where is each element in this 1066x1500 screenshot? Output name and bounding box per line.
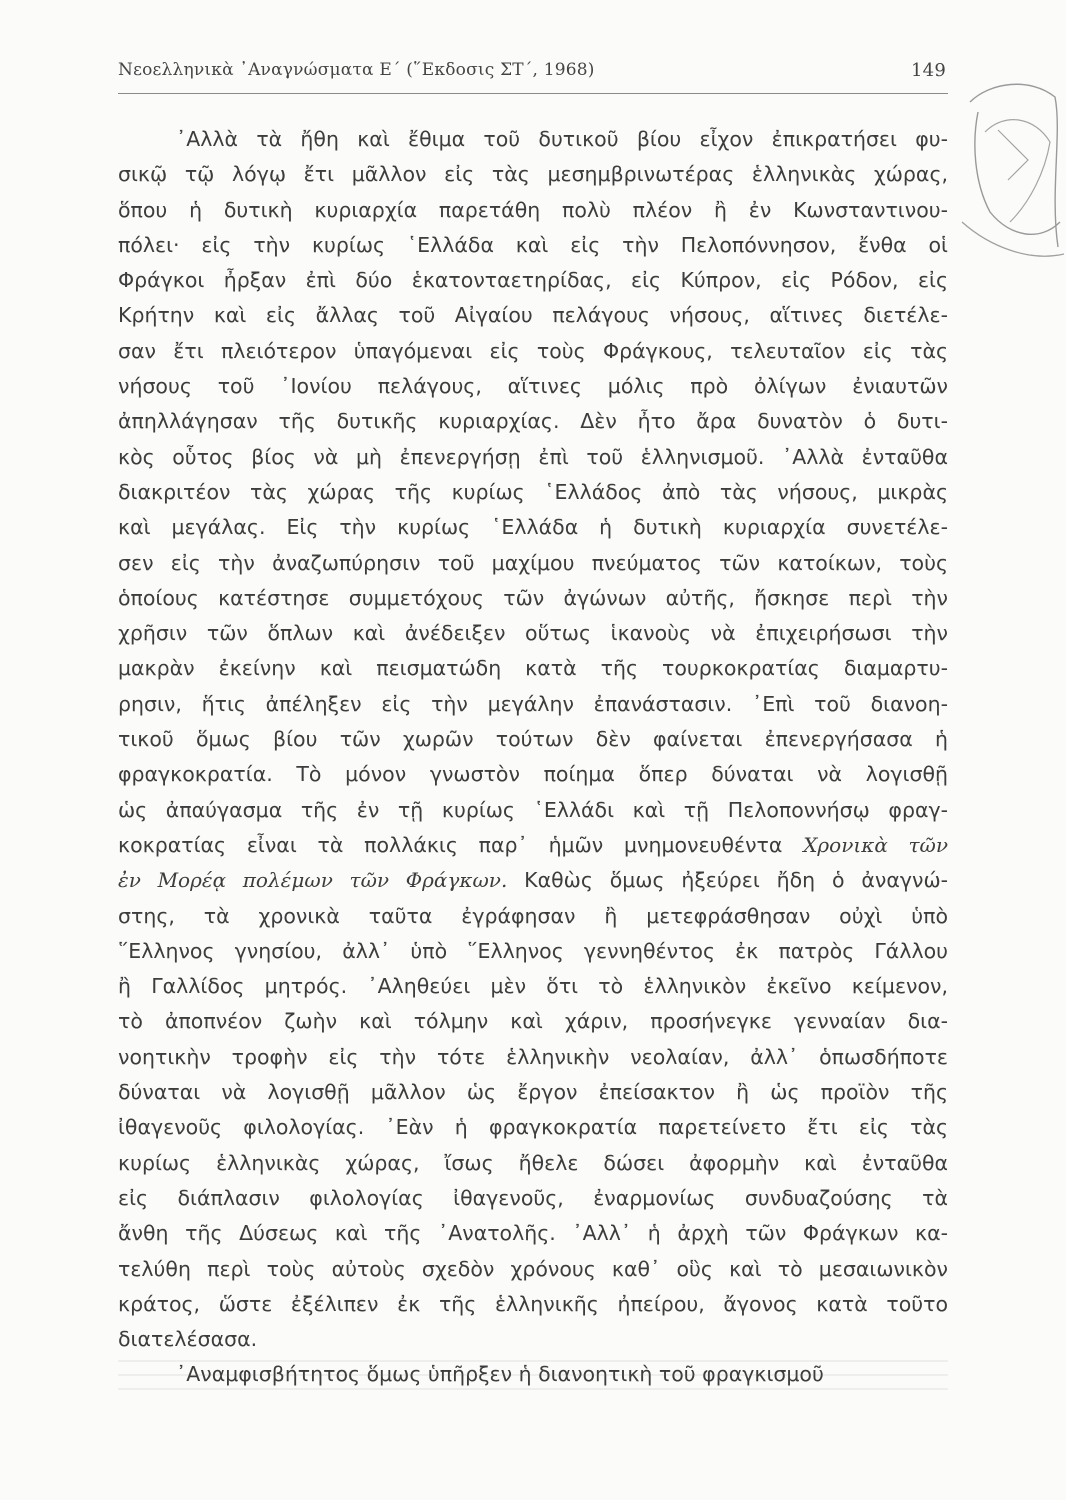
text-line: νοητικὴν τροφὴν εἰς τὴν τότε ἑλληνικὴν νεολαίαν, ἀλλ᾿ ὁπωσδήποτε	[118, 1044, 948, 1069]
running-header	[118, 56, 946, 86]
running-title: Νεοελληνικὰ ᾿Αναγνώσματα Ε΄ (῞Εκδοσις ΣΤ΄, 1968)	[118, 60, 595, 80]
text-line: ἄνθη τῆς Δύσεως καὶ τῆς ᾿Ανατολῆς. ᾿Αλλ᾿ ἡ ἀρχὴ τῶν Φράγκων κα-	[118, 1221, 948, 1246]
italic-book-title: ἐν Μορέᾳ πολέμων τῶν Φράγκων.	[118, 868, 508, 893]
text-line: ἰθαγενοῦς φιλολογίας. ᾿Εὰν ἡ φραγκοκρατία παρετείνετο ἔτι εἰς τὰς	[118, 1115, 948, 1140]
text-line: ρησιν, ἥτις ἀπέληξεν εἰς τὴν μεγάλην ἐπανάστασιν. ᾿Επὶ τοῦ διανοη-	[118, 691, 948, 716]
text-line: τὸ ἀποπνέον ζωὴν καὶ τόλμην καὶ χάριν, προσήνεγκε γενναίαν δια-	[118, 1009, 948, 1034]
text-line: μακρὰν ἐκείνην καὶ πεισματώδη κατὰ τῆς τουρκοκρατίας διαμαρτυ-	[118, 656, 948, 681]
paragraph-end-line: διατελέσασα.	[118, 1327, 258, 1352]
text-line: καὶ μεγάλας. Εἰς τὴν κυρίως ῾Ελλάδα ἡ δυτικὴ κυριαρχία συνετέλε-	[118, 515, 948, 540]
text-line: διακριτέον τὰς χώρας τῆς κυρίως ῾Ελλάδος ἀπὸ τὰς νήσους, μικρὰς	[118, 479, 948, 504]
text-line-with-italic-title	[118, 828, 948, 863]
text-line: πόλει· εἰς τὴν κυρίως ῾Ελλάδα καὶ εἰς τὴν Πελοπόννησον, ἔνθα οἱ	[118, 232, 948, 257]
text-line: ᾿Αλλὰ τὰ ἤθη καὶ ἔθιμα τοῦ δυτικοῦ βίου εἶχον ἐπικρατήσει φυ-	[176, 127, 948, 151]
paragraph-start-line: ᾿Αναμφισβήτητος ὅμως ὑπῆρξεν ἡ διανοητικὴ τοῦ φραγκισμοῦ	[176, 1362, 824, 1387]
text-line: σαν ἔτι πλειότερον ὑπαγόμεναι εἰς τοὺς Φράγκους, τελευταῖον εἰς τὰς	[118, 338, 948, 363]
text-line: τελύθη περὶ τοὺς αὐτοὺς σχεδὸν χρόνους καθ᾿ οὓς καὶ τὸ μεσαιωνικὸν	[118, 1256, 948, 1281]
text-line: σεν εἰς τὴν ἀναζωπύρησιν τοῦ μαχίμου πνεύματος τῶν κατοίκων, τοὺς	[118, 550, 948, 575]
show-through-texture	[118, 1360, 948, 1400]
header-rule	[118, 93, 948, 94]
text-line: ἀπηλλάγησαν τῆς δυτικῆς κυριαρχίας. Δὲν ἦτο ἄρα δυνατὸν ὁ δυτι-	[118, 409, 948, 434]
text-line: Κρήτην καὶ εἰς ἄλλας τοῦ Αἰγαίου πελάγους νήσους, αἵτινες διετέλε-	[118, 303, 948, 328]
text-line-with-italic-title	[118, 863, 948, 898]
text-line: ὡς ἀπαύγασμα τῆς ἐν τῇ κυρίως ῾Ελλάδι καὶ τῇ Πελοποννήσῳ φραγ-	[118, 797, 948, 822]
pencil-scribble-mark	[950, 72, 1066, 272]
text-line: σικῷ τῷ λόγῳ ἔτι μᾶλλον εἰς τὰς μεσημβρινωτέρας ἑλληνικὰς χώρας,	[118, 162, 948, 187]
main-text-block	[118, 122, 948, 1393]
text-line: δύναται νὰ λογισθῇ μᾶλλον ὡς ἔργον ἐπείσακτον ἢ ὡς προϊὸν τῆς	[118, 1080, 948, 1105]
text-line: κράτος, ὥστε ἐξέλιπεν ἐκ τῆς ἑλληνικῆς ἠπείρου, ἄγονος κατὰ τοῦτο	[118, 1291, 948, 1316]
text-line: ἢ Γαλλίδος μητρός. ᾿Αληθεύει μὲν ὅτι τὸ ἑλληνικὸν ἐκεῖνο κείμενον,	[118, 974, 948, 999]
text-line: εἰς διάπλασιν φιλολογίας ἰθαγενοῦς, ἐναρμονίως συνδυαζούσης τὰ	[118, 1185, 948, 1210]
text-line: νήσους τοῦ ᾿Ιονίου πελάγους, αἵτινες μόλις πρὸ ὀλίγων ἐνιαυτῶν	[118, 374, 948, 399]
text-line: ὁποίους κατέστησε συμμετόχους τῶν ἀγώνων αὐτῆς, ἤσκησε περὶ τὴν	[118, 585, 948, 610]
text-line: φραγκοκρατία. Τὸ μόνον γνωστὸν ποίημα ὅπερ δύναται νὰ λογισθῇ	[118, 762, 948, 787]
text-line: τικοῦ ὅμως βίου τῶν χωρῶν τούτων δὲν φαίνεται ἐπενεργήσασα ἡ	[118, 727, 948, 752]
text-line: ῞Ελληνος γνησίου, ἀλλ᾿ ὑπὸ ῞Ελληνος γεννηθέντος ἐκ πατρὸς Γάλλου	[118, 938, 948, 963]
text-line: κὸς οὗτος βίος νὰ μὴ ἐπενεργήσῃ ἐπὶ τοῦ ἑλληνισμοῦ. ᾿Αλλὰ ἐνταῦθα	[118, 444, 948, 469]
text-line: Φράγκοι ἦρξαν ἐπὶ δύο ἑκατονταετηρίδας, εἰς Κύπρον, εἰς Ρόδον, εἰς	[118, 268, 948, 293]
text-segment: Καθὼς ὅμως ἠξεύρει ἤδη ὁ ἀναγνώ-	[507, 868, 949, 893]
text-line: κυρίως ἑλληνικὰς χώρας, ἴσως ἤθελε δώσει ἀφορμὴν καὶ ἐνταῦθα	[118, 1150, 948, 1175]
italic-book-title: Χρονικὰ τῶν	[803, 832, 948, 857]
text-line: χρῆσιν τῶν ὅπλων καὶ ἀνέδειξεν οὕτως ἱκανοὺς νὰ ἐπιχειρήσωσι τὴν	[118, 621, 948, 646]
text-line: στης, τὰ χρονικὰ ταῦτα ἐγράφησαν ἢ μετεφράσθησαν οὐχὶ ὑπὸ	[118, 903, 948, 928]
text-line: ὅπου ἡ δυτικὴ κυριαρχία παρετάθη πολὺ πλέον ἢ ἐν Κωνσταντινου-	[118, 197, 948, 222]
text-segment: κοκρατίας εἶναι τὰ πολλάκις παρ᾿ ἡμῶν μνημονευθέντα	[118, 832, 804, 857]
page-number: 149	[911, 60, 946, 81]
